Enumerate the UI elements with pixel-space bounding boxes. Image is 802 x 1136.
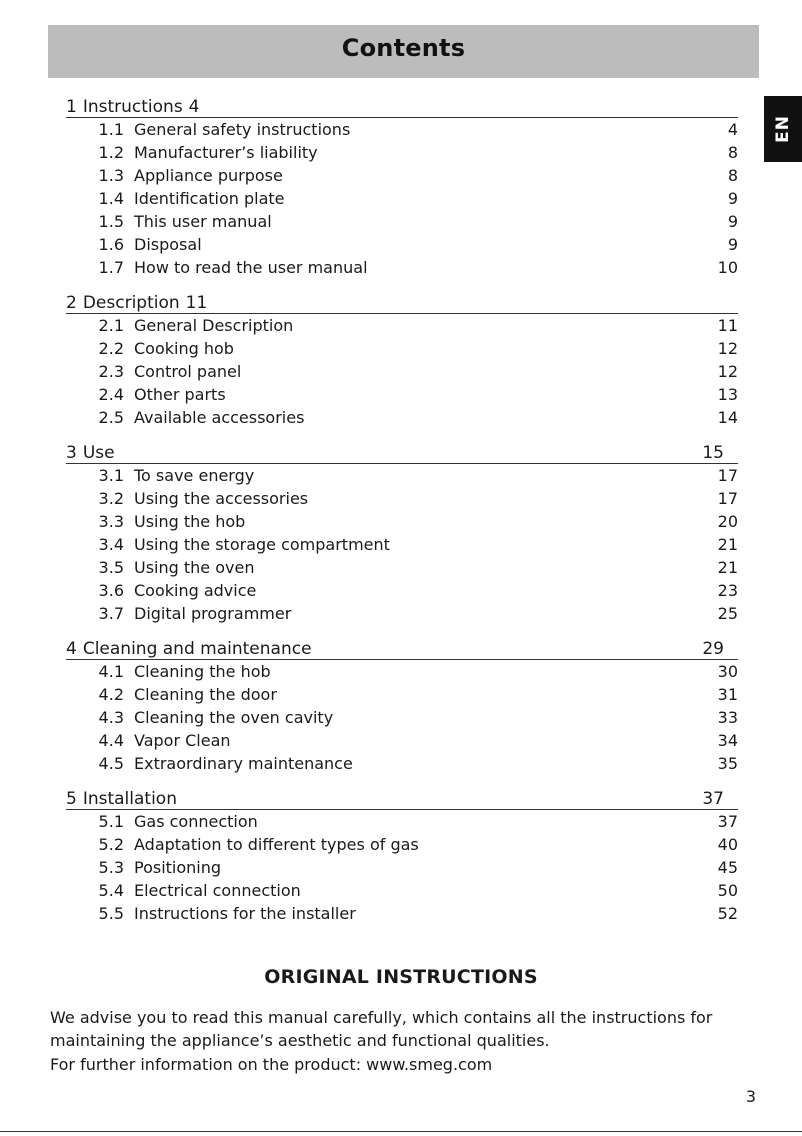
entry-number: 3.6 [98, 581, 124, 600]
entry-number: 4.1 [98, 662, 124, 681]
entry-label: Available accessories [134, 408, 305, 427]
entry-label: To save energy [134, 466, 255, 485]
entry-page: 11 [717, 316, 738, 335]
entry-label: Control panel [134, 362, 242, 381]
entry-page: 14 [717, 408, 738, 427]
section-spacer [66, 429, 738, 437]
entry-label: Electrical connection [134, 881, 301, 900]
entry-label: General Description [134, 316, 294, 335]
section-page: 37 [702, 789, 724, 809]
toc-entry[interactable] [66, 660, 738, 683]
entry-number: 1.6 [98, 235, 124, 254]
toc-entry[interactable] [66, 879, 738, 902]
entry-page: 31 [717, 685, 738, 704]
toc-entry[interactable] [66, 487, 738, 510]
entry-page: 20 [717, 512, 738, 531]
toc-entry[interactable] [66, 256, 738, 279]
toc-entry[interactable] [66, 556, 738, 579]
entry-label: Digital programmer [134, 604, 292, 623]
entry-label: Extraordinary maintenance [134, 754, 353, 773]
entry-number: 1.3 [98, 166, 124, 185]
entry-number: 4.4 [98, 731, 124, 750]
entry-number: 4.5 [98, 754, 124, 773]
page-title: Contents [341, 34, 466, 62]
entry-page: 52 [717, 904, 738, 923]
section-number: 2 [66, 293, 77, 313]
entry-page: 17 [717, 489, 738, 508]
section-number: 3 [66, 443, 77, 463]
toc-entry[interactable] [66, 579, 738, 602]
entry-page: 4 [727, 120, 738, 139]
toc-entry[interactable] [66, 810, 738, 833]
section-title: Installation [82, 789, 177, 809]
table-of-contents [66, 91, 738, 933]
entry-label: Using the accessories [134, 489, 309, 508]
entry-page: 10 [717, 258, 738, 277]
section-spacer [66, 625, 738, 633]
entry-page: 12 [717, 339, 738, 358]
entry-page: 25 [717, 604, 738, 623]
entry-number: 5.3 [98, 858, 124, 877]
entry-page: 33 [717, 708, 738, 727]
entry-label: Other parts [134, 385, 226, 404]
entry-number: 1.5 [98, 212, 124, 231]
toc-entry[interactable] [66, 210, 738, 233]
toc-section-heading[interactable] [66, 287, 738, 314]
section-number: 4 [66, 639, 77, 659]
entry-page: 34 [717, 731, 738, 750]
toc-section-heading[interactable] [66, 91, 738, 118]
toc-entry[interactable] [66, 337, 738, 360]
entry-label: Vapor Clean [134, 731, 231, 750]
entry-number: 2.5 [98, 408, 124, 427]
entry-number: 4.3 [98, 708, 124, 727]
entry-number: 2.4 [98, 385, 124, 404]
section-title: Cleaning and maintenance [82, 639, 312, 659]
entry-number: 3.3 [98, 512, 124, 531]
entry-label: How to read the user manual [134, 258, 368, 277]
entry-page: 45 [717, 858, 738, 877]
entry-number: 5.1 [98, 812, 124, 831]
entry-page: 9 [727, 189, 738, 208]
entry-label: General safety instructions [134, 120, 351, 139]
advice-paragraph: We advise you to read this manual carefully, which contains all the instructions for maintaining the appliance’s aesthetic and functional qualities. [50, 1008, 713, 1050]
entry-label: Manufacturer’s liability [134, 143, 318, 162]
toc-entry[interactable] [66, 383, 738, 406]
entry-number: 4.2 [98, 685, 124, 704]
toc-entry[interactable] [66, 233, 738, 256]
entry-label: Adaptation to different types of gas [134, 835, 419, 854]
toc-entry[interactable] [66, 602, 738, 625]
entry-label: Disposal [134, 235, 202, 254]
entry-number: 1.2 [98, 143, 124, 162]
entry-label: Instructions for the installer [134, 904, 356, 923]
entry-page: 17 [717, 466, 738, 485]
toc-section-heading[interactable] [66, 633, 738, 660]
section-title: Use [82, 443, 115, 463]
toc-entry[interactable] [66, 856, 738, 879]
entry-label: Cooking hob [134, 339, 234, 358]
entry-label: Cleaning the hob [134, 662, 271, 681]
entry-page: 8 [727, 143, 738, 162]
section-page: 29 [702, 639, 724, 659]
entry-label: Using the storage compartment [134, 535, 390, 554]
toc-entry[interactable] [66, 314, 738, 337]
toc-section-heading[interactable] [66, 783, 738, 810]
toc-entry[interactable] [66, 187, 738, 210]
section-spacer [66, 775, 738, 783]
entry-label: Cleaning the oven cavity [134, 708, 334, 727]
entry-label: Using the hob [134, 512, 246, 531]
toc-entry[interactable] [66, 164, 738, 187]
language-tab [764, 96, 802, 162]
entry-label: Identification plate [134, 189, 285, 208]
entry-page: 23 [717, 581, 738, 600]
entry-number: 1.4 [98, 189, 124, 208]
entry-page: 40 [717, 835, 738, 854]
section-page: 4 [188, 97, 200, 117]
section-title: Description [82, 293, 180, 313]
entry-label: Cleaning the door [134, 685, 277, 704]
product-info-line: For further information on the product: www.smeg.com [50, 1055, 493, 1074]
entry-number: 2.3 [98, 362, 124, 381]
entry-page: 35 [717, 754, 738, 773]
entry-label: Cooking advice [134, 581, 257, 600]
toc-entry[interactable] [66, 406, 738, 429]
original-instructions-heading: ORIGINAL INSTRUCTIONS [264, 966, 538, 988]
language-label: EN [773, 115, 793, 143]
contents-banner [48, 25, 759, 78]
entry-page: 21 [717, 558, 738, 577]
entry-label: This user manual [134, 212, 272, 231]
entry-number: 3.4 [98, 535, 124, 554]
entry-label: Using the oven [134, 558, 255, 577]
entry-number: 2.2 [98, 339, 124, 358]
toc-entry[interactable] [66, 902, 738, 925]
entry-number: 5.5 [98, 904, 124, 923]
entry-number: 5.4 [98, 881, 124, 900]
entry-label: Appliance purpose [134, 166, 283, 185]
entry-page: 9 [727, 235, 738, 254]
entry-number: 3.1 [98, 466, 124, 485]
entry-page: 21 [717, 535, 738, 554]
page-number: 3 [745, 1087, 756, 1106]
toc-entry[interactable] [66, 533, 738, 556]
entry-number: 1.1 [98, 120, 124, 139]
section-number: 1 [66, 97, 77, 117]
entry-page: 37 [717, 812, 738, 831]
section-spacer [66, 279, 738, 287]
section-spacer [66, 925, 738, 933]
toc-entry[interactable] [66, 360, 738, 383]
entry-page: 9 [727, 212, 738, 231]
entry-page: 50 [717, 881, 738, 900]
entry-number: 3.7 [98, 604, 124, 623]
entry-number: 3.2 [98, 489, 124, 508]
entry-label: Positioning [134, 858, 222, 877]
entry-number: 5.2 [98, 835, 124, 854]
entry-page: 13 [717, 385, 738, 404]
entry-number: 1.7 [98, 258, 124, 277]
section-page: 15 [702, 443, 724, 463]
section-page: 11 [185, 293, 208, 313]
toc-entry[interactable] [66, 683, 738, 706]
toc-entry[interactable] [66, 510, 738, 533]
entry-number: 3.5 [98, 558, 124, 577]
toc-entry[interactable] [66, 706, 738, 729]
footer-divider [0, 1131, 802, 1132]
toc-entry[interactable] [66, 464, 738, 487]
toc-entry[interactable] [66, 141, 738, 164]
toc-entry[interactable] [66, 833, 738, 856]
entry-page: 8 [727, 166, 738, 185]
toc-entry[interactable] [66, 118, 738, 141]
entry-label: Gas connection [134, 812, 258, 831]
section-number: 5 [66, 789, 77, 809]
section-title: Instructions [82, 97, 183, 117]
toc-entry[interactable] [66, 729, 738, 752]
entry-number: 2.1 [98, 316, 124, 335]
entry-page: 30 [717, 662, 738, 681]
toc-entry[interactable] [66, 752, 738, 775]
entry-page: 12 [717, 362, 738, 381]
toc-section-heading[interactable] [66, 437, 738, 464]
